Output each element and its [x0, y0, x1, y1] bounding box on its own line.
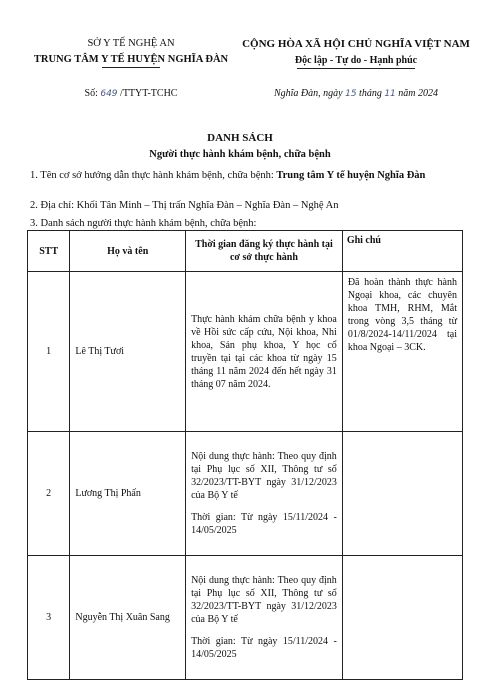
col-header-note: Ghi chú — [342, 231, 462, 272]
table-row — [28, 432, 463, 556]
item-facility-value: Trung tâm Y tế huyện Nghĩa Đàn — [276, 170, 426, 181]
ref-number-handwritten: 649 — [100, 89, 118, 99]
col-header-stt: STT — [28, 231, 70, 272]
cell-time — [186, 272, 343, 432]
national-name: CỘNG HÒA XÃ HỘI CHỦ NGHĨA VIỆT NAM — [242, 38, 470, 50]
cell-note: Đã hoàn thành thực hành Ngoại khoa, các chuyên khoa TMH, RHM, Mắt trong vòng 3,5 tháng từ 01/8/2024-14/11/2024 tại khoa Ngoại – 3CK. — [342, 272, 462, 432]
issuer-underline — [102, 67, 160, 68]
practitioner-table — [27, 230, 463, 680]
document-date — [240, 88, 472, 99]
ref-suffix: /TTYT-TCHC — [120, 88, 178, 99]
table-row — [28, 272, 463, 432]
motto-underline — [297, 68, 415, 69]
item-list-intro: 3. Danh sách người thực hành khám bệnh, chữa bệnh: — [30, 218, 257, 229]
issuing-agency: TRUNG TÂM Y TẾ HUYỆN NGHĨA ĐÀN — [33, 54, 229, 65]
cell-name: Lương Thị Phấn — [70, 432, 186, 556]
date-month-label: tháng — [359, 88, 382, 99]
cell-name: Lê Thị Tươi — [70, 272, 186, 432]
date-day-handwritten: 15 — [345, 89, 357, 99]
national-header — [240, 38, 472, 69]
issuer-header — [22, 38, 240, 68]
cell-note — [342, 432, 462, 556]
cell-stt: 2 — [28, 432, 70, 556]
cell-note — [342, 556, 462, 680]
cell-stt: 1 — [28, 272, 70, 432]
time-content: Thực hành khám chữa bệnh y khoa về Hồi sức cấp cứu, Nội khoa, Nhi khoa, Sản phụ khoa, Y học cổ truyền tại tại các khoa từ ngày 15 tháng 11 năm 2024 đến hết ngày 31 tháng 07 năm 2024. — [191, 313, 337, 390]
item-facility-label: 1. Tên cơ sở hướng dẫn thực hành khám bệnh, chữa bệnh: — [30, 170, 274, 181]
col-header-time: Thời gian đăng ký thực hành tại cơ sở thực hành — [186, 231, 343, 272]
table-row — [28, 556, 463, 680]
parent-agency: SỞ Y TẾ NGHỆ AN — [87, 38, 175, 49]
cell-time — [186, 432, 343, 556]
item-address: 2. Địa chỉ: Khối Tân Minh – Thị trấn Nghĩa Đàn – Nghĩa Đàn – Nghệ An — [30, 200, 339, 211]
time-content: Nội dung thực hành: Theo quy định tại Phụ lục số XII, Thông tư số 32/2023/TT-BYT ngày 31/12/2023 của Bộ Y tế — [191, 451, 337, 501]
item-facility — [30, 169, 460, 183]
national-motto: Độc lập - Tự do - Hạnh phúc — [294, 55, 418, 66]
time-period: Thời gian: Từ ngày 15/11/2024 - 14/05/2025 — [191, 636, 337, 660]
time-content: Nội dung thực hành: Theo quy định tại Phụ lục số XII, Thông tư số 32/2023/TT-BYT ngày 31/12/2023 của Bộ Y tế — [191, 575, 337, 625]
date-place: Nghĩa Đàn, ngày — [273, 88, 343, 99]
table-header-row — [28, 231, 463, 272]
date-year: năm 2024 — [398, 88, 439, 99]
document-subtitle: Người thực hành khám bệnh, chữa bệnh — [149, 149, 331, 160]
cell-stt: 3 — [28, 556, 70, 680]
ref-prefix: Số: — [84, 88, 98, 99]
cell-name: Nguyễn Thị Xuân Sang — [70, 556, 186, 680]
col-header-name: Họ và tên — [70, 231, 186, 272]
time-period: Thời gian: Từ ngày 15/11/2024 - 14/05/2025 — [191, 512, 337, 536]
document-number — [22, 88, 240, 99]
cell-time — [186, 556, 343, 680]
date-month-handwritten: 11 — [384, 89, 396, 99]
document-title: DANH SÁCH — [207, 132, 273, 144]
